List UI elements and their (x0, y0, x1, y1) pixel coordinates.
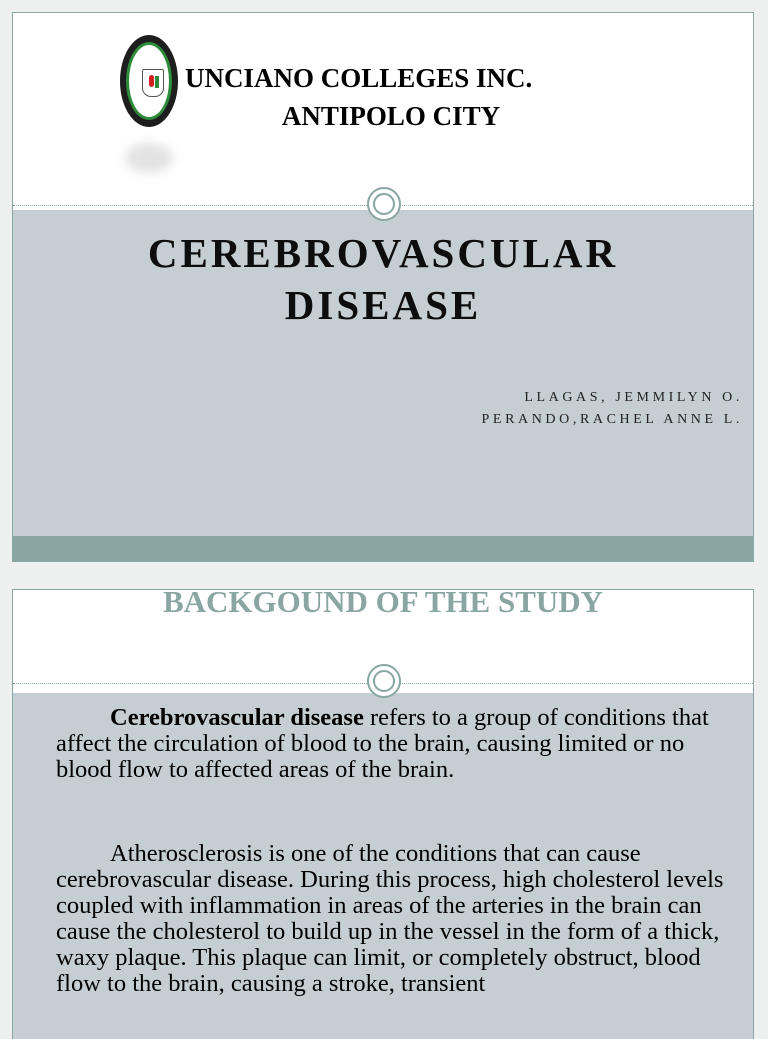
presentation-title (13, 227, 753, 331)
author-name: PERANDO,RACHEL ANNE L. (481, 412, 743, 427)
title-slide (12, 12, 754, 562)
college-city: ANTIPOLO CITY (281, 101, 501, 131)
ring-ornament-icon (367, 187, 401, 221)
title-line-2: DISEASE (284, 282, 482, 328)
author-name: LLAGAS, JEMMILYN O. (524, 390, 743, 405)
paragraph-text: refers to a group of conditions that affect the circulation of blood to the brain, causing limited or no blood flow to affected areas of the brain. (56, 704, 709, 783)
college-name: UNCIANO COLLEGES INC. (185, 63, 533, 93)
paragraph-atherosclerosis: Atherosclerosis is one of the conditions that can cause cerebrovascular disease. During this process, high cholesterol levels coupled with inflammation in areas of the arteries in the brain can cause the cholesterol to build up in the vessel in the form of a thick, waxy plaque. This plaque can limit, or completely obstruct, blood flow to the brain, causing a stroke, transient (56, 840, 724, 997)
title-line-1: CEREBROVASCULAR (147, 230, 619, 276)
background-slide (12, 589, 754, 1039)
paragraph-definition (56, 705, 746, 783)
section-heading: BACKGOUND OF THE STUDY (162, 589, 604, 619)
paragraph-bold-term: Cerebrovascular disease (110, 704, 364, 731)
logo-shadow (125, 143, 173, 173)
ring-ornament-icon (367, 664, 401, 698)
title-slide-footer-bar (13, 536, 753, 562)
author-list (482, 387, 743, 431)
